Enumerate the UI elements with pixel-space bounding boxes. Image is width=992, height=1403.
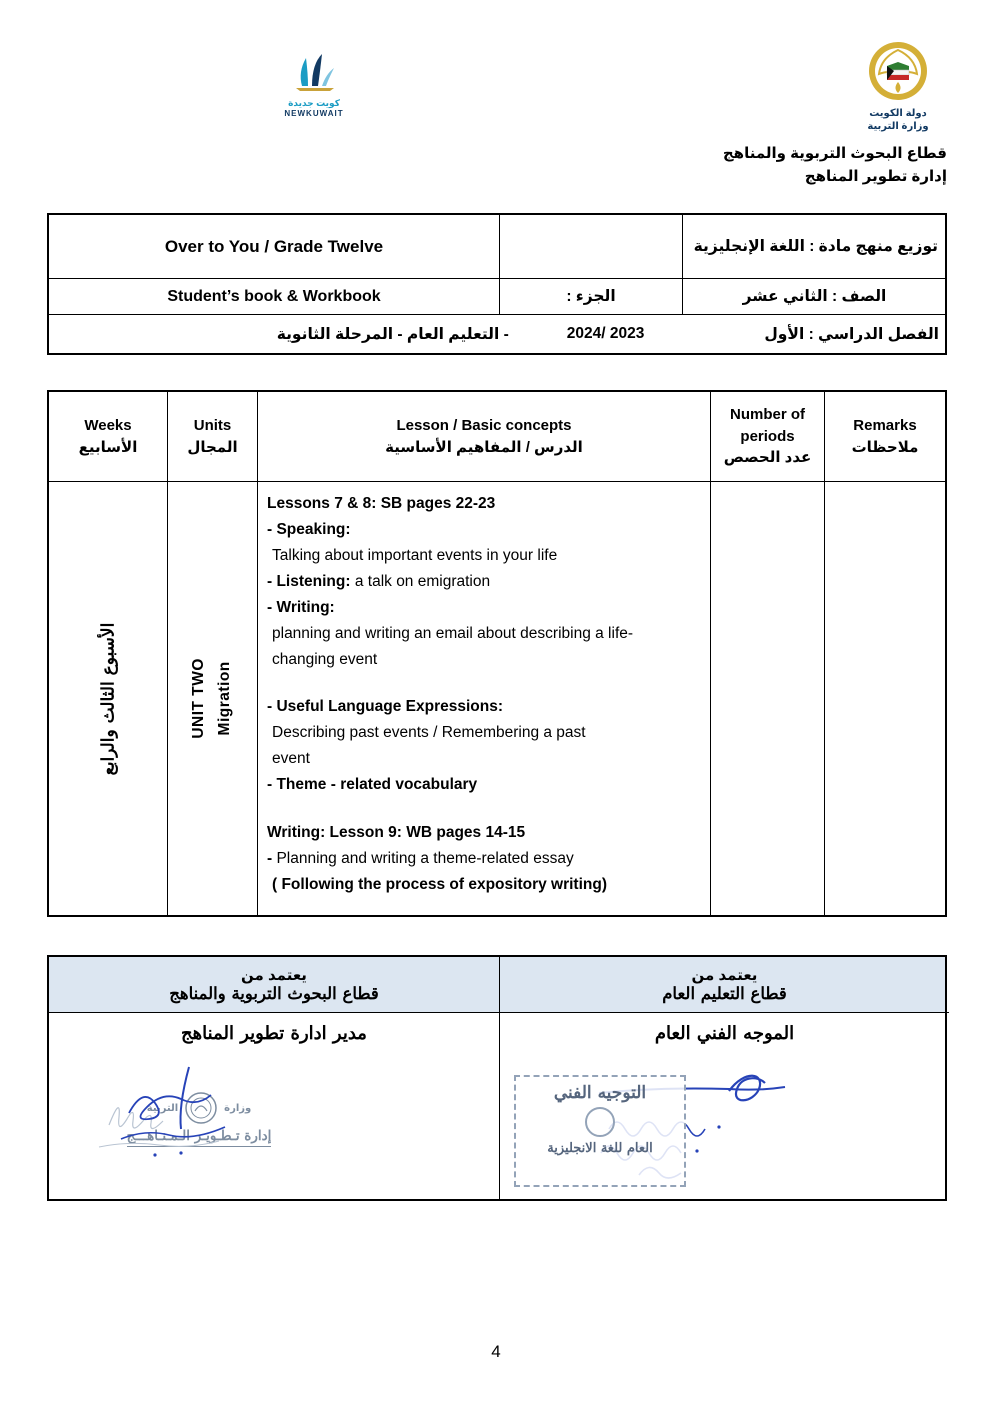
lesson-line — [267, 491, 698, 517]
course-title-ar: توزيع منهج مادة : اللغة الإنجليزية — [682, 215, 946, 278]
header-weeks-ar: الأسابيع — [78, 438, 138, 456]
lesson-line — [267, 772, 698, 798]
stamp-emblem-icon — [585, 1107, 615, 1137]
grade-label: الصف : الثاني عشر — [682, 279, 946, 314]
lesson-line — [267, 846, 698, 872]
unit-vertical-label — [186, 658, 239, 739]
header-units-en: Units — [193, 416, 232, 434]
lesson-line — [267, 595, 698, 621]
weeks-cell — [49, 482, 167, 915]
stamp-line2: العام للغة الانجليزية — [547, 1141, 653, 1156]
lesson-skill-writing: - Writing: — [267, 599, 335, 616]
ministry-name-line1: دولة الكويت — [869, 108, 927, 119]
lesson-line — [267, 569, 698, 595]
lesson-skill-expressions: - Useful Language Expressions: — [267, 698, 503, 716]
course-info-table — [47, 213, 947, 355]
director-title: مدير ادارة تطوير المناهج — [181, 1023, 367, 1044]
course-title-en: Over to You / Grade Twelve — [164, 236, 384, 256]
lesson-skill-speaking: - Speaking: — [267, 521, 351, 538]
sector-general-education-label: قطاع التعليم العام — [662, 984, 787, 1003]
schedule-body-row — [49, 482, 945, 915]
approval-body-row — [49, 1013, 945, 1199]
lesson-line — [267, 820, 698, 846]
technical-guidance-stamp — [514, 1075, 686, 1187]
supervisor-title: الموجه الفني العام — [654, 1023, 795, 1044]
periods-cell — [710, 482, 824, 915]
department-heading — [723, 143, 947, 188]
lesson-spacer — [267, 672, 698, 694]
unit-name: UNIT TWO — [190, 658, 208, 739]
header-units-ar: المجال — [187, 438, 238, 456]
header-remarks-en: Remarks — [853, 416, 917, 434]
header-periods-en2: periods — [740, 427, 795, 445]
lesson-text: Talking about important events in your life — [272, 547, 558, 564]
header-lesson — [257, 392, 710, 482]
sector-research-label: قطاع البحوث التربوية والمناهج — [169, 984, 379, 1003]
new-kuwait-arabic: كويت جديدة — [288, 98, 340, 108]
unit-topic: Migration — [216, 661, 234, 736]
info-empty-cell — [499, 215, 682, 278]
approved-by-label: يعتمد من — [241, 967, 307, 984]
approval-header-left — [49, 957, 499, 1013]
lesson-line — [267, 872, 698, 898]
lesson-line — [267, 621, 673, 672]
ministry-name-line2: وزارة التربية — [867, 121, 929, 132]
units-cell — [167, 482, 257, 915]
stamp-ministry-word2: التربية — [146, 1102, 179, 1114]
lesson-heading: Lessons 7 & 8: SB pages 22-23 — [267, 495, 496, 512]
approval-header-row — [49, 957, 945, 1013]
approval-header-right — [499, 957, 949, 1013]
lesson-note: ( Following the process of expository writing) — [272, 875, 607, 893]
lesson-line — [267, 694, 698, 720]
weeks-vertical-label: الأسبوع الثالث والرابع — [98, 622, 119, 775]
lesson-line — [267, 720, 619, 771]
header-units — [167, 392, 257, 482]
lesson-text: a talk on emigration — [350, 573, 491, 590]
schedule-header-row — [49, 392, 945, 482]
new-kuwait-caption: NEWKUWAIT — [284, 109, 344, 118]
approved-by-label: يعتمد من — [691, 967, 758, 984]
department-line2: إدارة تطوير المناهج — [804, 167, 947, 185]
school-year: 2024/ 2023 — [566, 325, 645, 342]
lesson-content-cell — [257, 482, 710, 915]
header-weeks — [49, 392, 167, 482]
approval-table — [47, 955, 947, 1201]
department-line1: قطاع البحوث التربوية والمناهج — [722, 145, 947, 162]
info-row-semester — [49, 315, 945, 353]
header-periods — [710, 392, 824, 482]
lesson-writing-heading: Writing: Lesson 9: WB pages 14-15 — [267, 823, 526, 841]
page-number: 4 — [491, 1342, 501, 1361]
lesson-spacer — [267, 798, 698, 820]
info-row-grade — [49, 279, 945, 315]
stage-label: - التعليم العام - المرحلة الثانوية — [276, 325, 509, 343]
kuwait-emblem-icon — [867, 40, 929, 102]
remarks-cell — [824, 482, 945, 915]
approval-cell-right — [499, 1013, 949, 1199]
header-remarks-ar: ملاحظات — [851, 438, 919, 456]
part-label: الجزء : — [499, 279, 682, 314]
header-periods-en1: Number of — [730, 405, 805, 423]
lesson-text: Describing past events / Remembering a past event — [272, 724, 586, 768]
lesson-line — [267, 517, 698, 543]
ministry-logo — [856, 40, 940, 133]
book-title: Student’s book & Workbook — [167, 287, 381, 305]
lesson-text: planning and writing an email about describing a life-changing event — [272, 625, 634, 668]
approval-cell-left — [49, 1013, 499, 1199]
director-signature — [69, 1055, 259, 1175]
lesson-skill-listening: - Listening: — [267, 573, 351, 590]
semester-label: الفصل الدراسي : الأول — [764, 325, 939, 343]
header-lesson-en: Lesson / Basic concepts — [396, 416, 572, 434]
lesson-line — [267, 543, 698, 569]
header-remarks — [824, 392, 945, 482]
sailboat-icon — [288, 52, 340, 92]
stamp-department-text: إدارة تـطـويـر الـمـنـاهـــج — [126, 1128, 272, 1144]
new-kuwait-logo — [276, 52, 352, 118]
schedule-table — [47, 390, 947, 917]
header-weeks-en: Weeks — [84, 416, 132, 434]
lesson-theme-vocabulary: - Theme - related vocabulary — [267, 775, 478, 793]
header-lesson-ar: الدرس / المفاهيم الأساسية — [385, 438, 583, 456]
stamp-ministry-word1: وزارة — [224, 1102, 252, 1114]
header-periods-ar: عدد الحصص — [723, 449, 812, 467]
lesson-bullet: - — [267, 849, 277, 867]
stamp-line1: التوجيه الفني — [553, 1083, 647, 1103]
lesson-text: Planning and writing a theme-related essay — [276, 849, 574, 867]
info-row-title — [49, 215, 945, 279]
